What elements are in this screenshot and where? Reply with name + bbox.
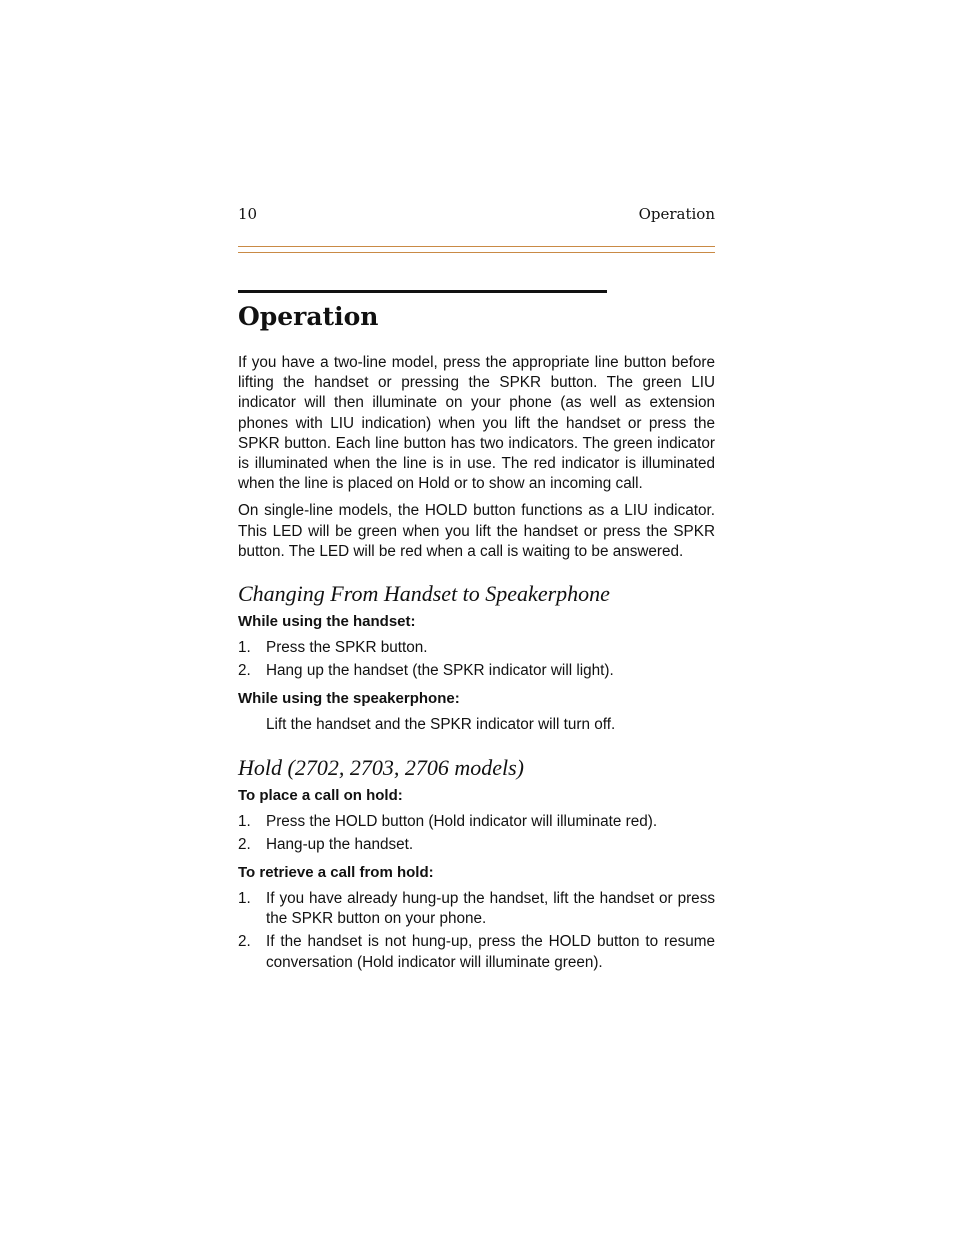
subhead-place-on-hold: To place a call on hold:	[238, 786, 403, 804]
section-heading-hold: Hold (2702, 2703, 2706 models)	[238, 754, 524, 780]
page-title: Operation	[238, 302, 379, 331]
title-rule	[238, 290, 607, 293]
page-number: 10	[238, 205, 258, 223]
subhead-while-using-speakerphone: While using the speakerphone:	[238, 690, 460, 708]
steps-list-retrieve-hold	[238, 889, 715, 973]
intro-paragraph-2: On single-line models, the HOLD button functions as a LIU indicator. This LED will be green when you lift the handset or press the SPKR button. The LED will be red when a call is waiting to be answered.	[238, 502, 715, 560]
list-item	[238, 812, 715, 832]
step-text: Hang up the handset (the SPKR indicator will light).	[266, 662, 614, 680]
steps-list-handset	[238, 638, 715, 681]
running-header	[238, 205, 715, 223]
speakerphone-instruction: Lift the handset and the SPKR indicator will turn off.	[266, 716, 616, 734]
step-number: 1.	[238, 639, 251, 657]
list-item	[238, 889, 715, 929]
step-text: If the handset is not hung-up, press the HOLD button to resume conversation (Hold indicator will illuminate green).	[266, 933, 715, 971]
running-header-section: Operation	[638, 205, 715, 223]
subhead-retrieve-from-hold: To retrieve a call from hold:	[238, 864, 434, 882]
step-number: 2.	[238, 835, 251, 853]
list-item	[238, 835, 715, 855]
body-content	[238, 353, 715, 981]
intro-paragraph-1: If you have a two-line model, press the appropriate line button before lifting the handset or pressing the SPKR button. The green LIU indicator will then illuminate on your phone (as well as extension phones with LIU indication) when you lift the handset or press the SPKR button. Each line button has two indicators. The green indicator is illuminated when the line is in use. The red indicator is illuminated when the line is placed on Hold or to show an incoming call.	[238, 354, 715, 493]
step-text: If you have already hung-up the handset, lift the handset or press the SPKR button on your phone.	[266, 890, 715, 928]
header-double-rule	[238, 246, 715, 253]
step-text: Press the SPKR button.	[266, 639, 428, 657]
section-heading-handset-speakerphone: Changing From Handset to Speakerphone	[238, 581, 610, 607]
list-item	[238, 932, 715, 972]
step-number: 1.	[238, 812, 251, 830]
subhead-while-using-handset: While using the handset:	[238, 613, 416, 631]
step-text: Press the HOLD button (Hold indicator will illuminate red).	[266, 812, 658, 830]
list-item	[238, 638, 715, 658]
steps-list-place-hold	[238, 812, 715, 855]
step-text: Hang-up the handset.	[266, 835, 414, 853]
step-number: 2.	[238, 662, 251, 680]
step-number: 2.	[238, 933, 251, 951]
list-item	[238, 661, 715, 681]
step-number: 1.	[238, 890, 251, 908]
